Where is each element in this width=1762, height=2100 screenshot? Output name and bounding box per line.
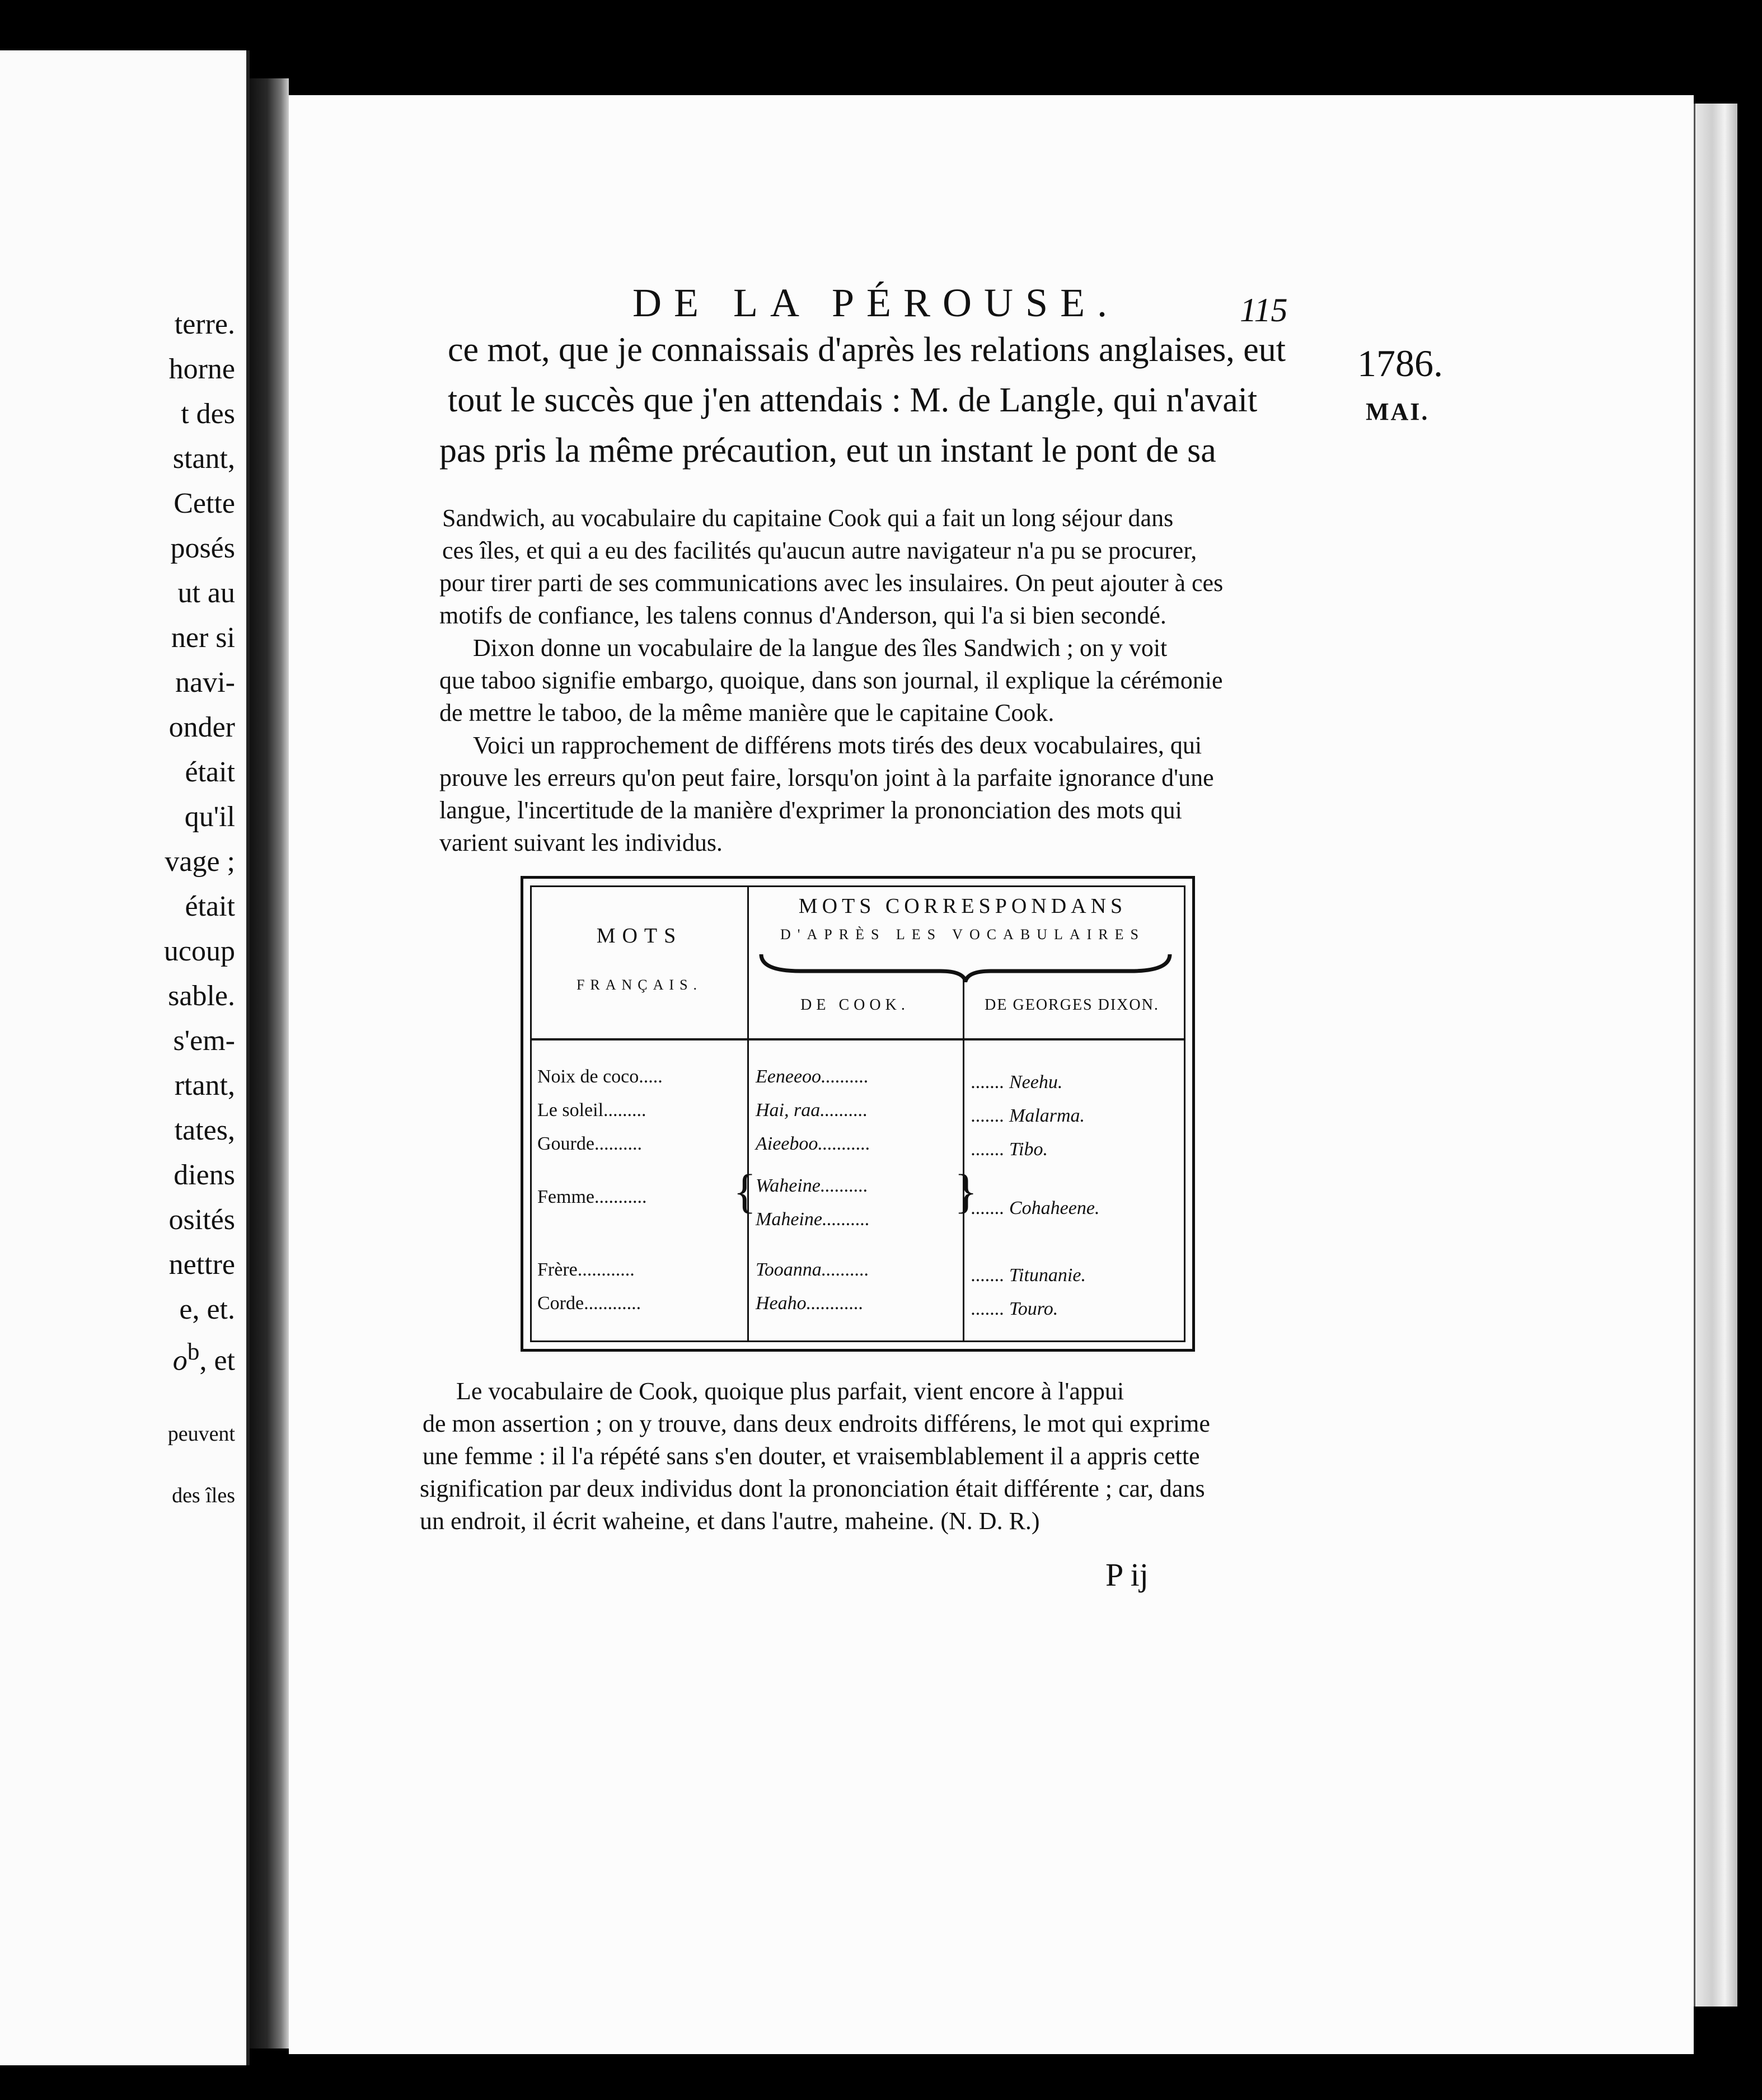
left-line: ucoup (163, 935, 235, 967)
table-column-divider (747, 887, 749, 1340)
table-cell-cook: Maheine.......... (756, 1209, 870, 1230)
table-cell-french: Corde............ (537, 1293, 641, 1314)
book-spine-gutter (250, 78, 289, 2049)
header-dixon: DE GEORGES DIXON. (985, 996, 1159, 1014)
table-cell-dixon: ....... Malarma. (971, 1105, 1085, 1126)
left-line: vage ; (165, 846, 235, 878)
note-line: ces îles, et qui a eu des facilités qu'aucun autre navigateur n'a pu se procurer, (442, 537, 1197, 564)
header-brace-icon (756, 949, 1175, 982)
table-cell-cook: Hai, raa.......... (756, 1100, 868, 1121)
table-column-divider (963, 977, 964, 1340)
main-text-line: tout le succès que j'en attendais : M. de Langle, qui n'avait (448, 381, 1258, 419)
left-line: terre. (174, 308, 235, 340)
left-line: Cette (174, 487, 235, 519)
table-cell-cook: Heaho............ (756, 1293, 864, 1314)
left-note-line: des îles (172, 1484, 235, 1507)
left-line: qu'il (184, 801, 235, 833)
header-mots-correspondans: MOTS CORRESPONDANS (798, 894, 1127, 918)
left-brace-icon: { (733, 1164, 757, 1218)
table-cell-dixon: ....... Tibo. (971, 1139, 1048, 1160)
table-header-divider (532, 1038, 1184, 1040)
left-line: onder (168, 711, 235, 743)
left-line: tates, (174, 1114, 235, 1146)
header-cook: DE COOK. (800, 996, 910, 1014)
left-line: stant, (172, 443, 235, 475)
left-line-tail: , et (199, 1344, 235, 1377)
note-line: Dixon donne un vocabulaire de la langue des îles Sandwich ; on y voit (473, 634, 1168, 662)
signature-mark: P ij (1105, 1557, 1149, 1593)
note-line: Voici un rapprochement de différens mots tirés des deux vocabulaires, qui (473, 732, 1202, 759)
left-line: diens (174, 1159, 235, 1191)
footnote-marker: b (187, 1338, 200, 1365)
left-line: nettre (168, 1249, 235, 1281)
note-line: pour tirer parti de ses communications avec les insulaires. On peut ajouter à ces (439, 569, 1224, 597)
left-line: était (185, 756, 235, 788)
right-brace-icon: } (954, 1164, 978, 1218)
note-line: langue, l'incertitude de la manière d'exprimer la prononciation des mots qui (439, 796, 1182, 824)
main-text-line: pas pris la même précaution, eut un instant le pont de sa (439, 432, 1216, 470)
table-inner-frame (530, 885, 1185, 1342)
left-line: rtant, (174, 1070, 235, 1101)
header-francais: FRANÇAIS. (576, 977, 703, 993)
page-edge-stack (1694, 104, 1737, 2007)
note-line: Le vocabulaire de Cook, quoique plus parfait, vient encore à l'appui (456, 1377, 1124, 1405)
left-line-italic: o (172, 1344, 188, 1377)
note-line: Sandwich, au vocabulaire du capitaine Cook qui a fait un long séjour dans (442, 504, 1174, 532)
note-line: de mettre le taboo, de la même manière que le capitaine Cook. (439, 699, 1055, 726)
left-line: était (185, 890, 235, 922)
table-cell-cook: Aieeboo........... (756, 1133, 870, 1154)
left-line: navi- (175, 667, 235, 699)
left-line: ut au (177, 577, 235, 609)
left-note-line: peuvent (167, 1422, 235, 1446)
left-line: s'em- (173, 1025, 235, 1057)
note-line: une femme : il l'a répété sans s'en douter, et vraisemblablement il a appris cette (423, 1442, 1200, 1470)
table-cell-cook: Tooanna.......... (756, 1259, 869, 1280)
table-cell-cook: Eeneeoo.......... (756, 1066, 869, 1087)
left-line: horne (168, 353, 235, 385)
table-cell-french: Femme........... (537, 1187, 647, 1207)
main-text-line: ce mot, que je connaissais d'après les relations anglaises, eut (448, 331, 1286, 369)
header-vocabulaires: D'APRÈS LES VOCABULAIRES (780, 926, 1145, 943)
left-line: osités (168, 1204, 235, 1236)
header-mots: MOTS (596, 924, 683, 948)
note-line: prouve les erreurs qu'on peut faire, lorsqu'on joint à la parfaite ignorance d'une (439, 764, 1214, 791)
note-line: que taboo signifie embargo, quoique, dans son journal, il explique la cérémonie (439, 667, 1223, 694)
margin-year: 1786. (1357, 342, 1443, 385)
table-cell-dixon: ....... Touro. (971, 1299, 1058, 1319)
left-facing-page (0, 50, 250, 2065)
table-cell-cook: Waheine.......... (756, 1175, 868, 1196)
note-line: un endroit, il écrit waheine, et dans l'autre, maheine. (N. D. R.) (420, 1507, 1040, 1535)
table-cell-french: Frère............ (537, 1259, 635, 1280)
table-cell-dixon: ....... Titunanie. (971, 1265, 1086, 1286)
left-line: t des (181, 398, 235, 430)
left-line: e, et. (179, 1293, 235, 1325)
table-cell-french: Gourde.......... (537, 1133, 642, 1154)
page-number: 115 (1240, 292, 1288, 329)
note-line: de mon assertion ; on y trouve, dans deux endroits différens, le mot qui exprime (423, 1410, 1210, 1437)
left-line-footnote-ref (173, 1338, 235, 1377)
left-line: posés (170, 532, 235, 564)
vocabulary-table (521, 876, 1195, 1352)
left-line: sable. (168, 980, 235, 1012)
left-line: ner si (171, 622, 235, 654)
note-line: varient suivant les individus. (439, 829, 723, 856)
table-cell-french: Le soleil......... (537, 1100, 646, 1121)
note-line: signification par deux individus dont la prononciation était différente ; car, dans (420, 1475, 1205, 1502)
table-cell-dixon: ....... Neehu. (971, 1072, 1063, 1093)
table-cell-dixon: ....... Cohaheene. (971, 1198, 1100, 1218)
table-cell-french: Noix de coco..... (537, 1066, 663, 1087)
running-title: DE LA PÉROUSE. (632, 280, 1120, 325)
note-line: motifs de confiance, les talens connus d'Anderson, qui l'a si bien secondé. (439, 602, 1166, 629)
margin-month: MAI. (1366, 398, 1430, 425)
